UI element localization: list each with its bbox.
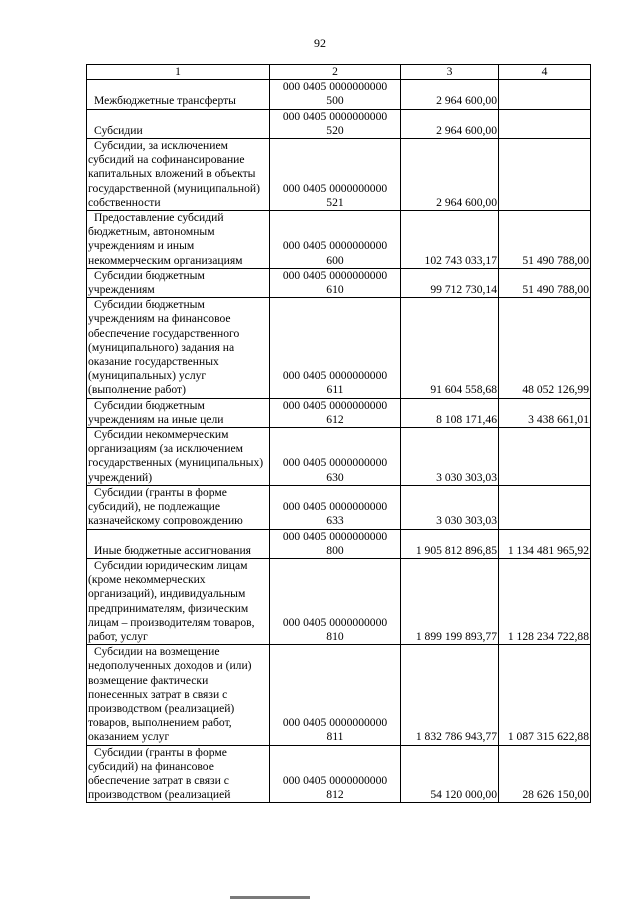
row-code-cell [270,268,401,297]
row-name-cell [87,268,270,297]
row-code-cell [270,558,401,644]
row-amount-col4: 28 626 150,00 [499,745,591,803]
row-amount-col3: 1 832 786 943,77 [401,645,499,745]
row-code-cell [270,298,401,398]
row-code-prefix: 000 0405 0000000000 [282,181,388,195]
row-amount-col3: 2 964 600,00 [401,109,499,138]
row-code-prefix: 000 0405 0000000000 [282,239,388,253]
scan-artifact [230,896,310,899]
row-amount-col3: 1 899 199 893,77 [401,558,499,644]
row-code-prefix: 000 0405 0000000000 [282,109,388,123]
row-amount-col4 [499,109,591,138]
row-code-prefix: 000 0405 0000000000 [282,268,388,282]
row-name: Иные бюджетные ассигнования [94,543,251,557]
row-name-cell [87,428,270,486]
table-row [87,485,591,529]
row-code-cell [270,211,401,269]
table-row [87,529,591,558]
row-code-cell [270,109,401,138]
row-code-suffix: 810 [326,629,344,643]
row-amount-col3: 54 120 000,00 [401,745,499,803]
row-name-cell [87,745,270,803]
row-amount-col4 [499,80,591,109]
table-row [87,109,591,138]
header-col-3: 3 [401,65,499,80]
row-amount-col4: 51 490 788,00 [499,211,591,269]
row-amount-col3: 91 604 558,68 [401,298,499,398]
table-row [87,139,591,211]
row-code-prefix: 000 0405 0000000000 [282,716,388,730]
table-row [87,298,591,398]
row-name: Субсидии юридическим лицам (кроме некоммерческих организаций), индивидуальным предпринимателям, физическим лицам – производителям товаров, работ, услуг [88,558,255,643]
row-amount-col4 [499,428,591,486]
row-code-prefix: 000 0405 0000000000 [282,80,388,94]
row-name: Межбюджетные трансферты [94,94,236,108]
budget-table [86,64,591,803]
row-amount-col3: 3 030 303,03 [401,485,499,529]
row-code-prefix: 000 0405 0000000000 [282,369,388,383]
row-code-suffix: 800 [326,543,344,557]
row-name: Предоставление субсидий бюджетным, автономным учреждениям и иным некоммерческим организациям [88,211,243,267]
row-code-cell [270,428,401,486]
table-row [87,211,591,269]
row-name: Субсидии на возмещение недополученных доходов и (или) возмещение фактически понесенных затрат в связи с производством (реализацией) товаров, выполнением работ, оказанием услуг [88,645,252,744]
row-name: Субсидии (гранты в форме субсидий) на финансовое обеспечение затрат в связи с производством (реализацией [88,745,231,802]
row-code-suffix: 633 [326,514,344,528]
row-code-prefix: 000 0405 0000000000 [282,615,388,629]
row-amount-col4: 48 052 126,99 [499,298,591,398]
row-name-cell [87,109,270,138]
row-code-cell [270,398,401,427]
header-col-4: 4 [499,65,591,80]
row-name: Субсидии бюджетным учреждениям на финансовое обеспечение государственного (муниципального) задания на оказание государственных (муниципальных) услуг (выполнение работ) [88,298,240,397]
table-row [87,745,591,803]
row-code-suffix: 600 [326,253,344,267]
row-name-cell [87,558,270,644]
row-amount-col4: 1 134 481 965,92 [499,529,591,558]
row-amount-col3: 102 743 033,17 [401,211,499,269]
row-code-suffix: 500 [326,94,344,108]
row-name-cell [87,485,270,529]
row-name: Субсидии (гранты в форме субсидий), не подлежащие казначейскому сопровождению [88,485,243,528]
row-amount-col4: 1 087 315 622,88 [499,645,591,745]
table-row [87,558,591,644]
row-code-prefix: 000 0405 0000000000 [282,500,388,514]
row-amount-col3: 2 964 600,00 [401,80,499,109]
row-code-prefix: 000 0405 0000000000 [282,529,388,543]
row-code-suffix: 630 [326,470,344,484]
row-amount-col4: 1 128 234 722,88 [499,558,591,644]
row-amount-col3: 2 964 600,00 [401,139,499,211]
row-name: Субсидии некоммерческим организациям (за исключением государственных (муниципальных) учреждений) [88,428,264,484]
row-amount-col3: 99 712 730,14 [401,268,499,297]
row-code-suffix: 612 [326,412,344,426]
row-amount-col3: 1 905 812 896,85 [401,529,499,558]
row-name: Субсидии, за исключением субсидий на софинансирование капитальных вложений в объекты государственной (муниципальной) собственности [88,139,260,209]
row-code-cell [270,645,401,745]
row-code-cell [270,139,401,211]
row-amount-col3: 3 030 303,03 [401,428,499,486]
row-amount-col4: 51 490 788,00 [499,268,591,297]
row-name: Субсидии бюджетным учреждениям на иные цели [88,398,224,426]
header-col-2: 2 [270,65,401,80]
row-code-prefix: 000 0405 0000000000 [282,398,388,412]
table-header-row [87,65,591,80]
row-code-cell [270,745,401,803]
row-amount-col4 [499,139,591,211]
row-code-prefix: 000 0405 0000000000 [282,456,388,470]
row-name-cell [87,139,270,211]
row-code-suffix: 520 [326,123,344,137]
budget-table-body [87,65,591,803]
table-row [87,428,591,486]
row-name-cell [87,211,270,269]
row-name-cell [87,80,270,109]
row-code-suffix: 521 [326,195,344,209]
row-code-suffix: 610 [326,283,344,297]
row-name-cell [87,298,270,398]
row-name-cell [87,529,270,558]
header-col-1: 1 [87,65,270,80]
row-amount-col4: 3 438 661,01 [499,398,591,427]
row-code-cell [270,80,401,109]
table-row [87,398,591,427]
row-code-cell [270,485,401,529]
row-code-prefix: 000 0405 0000000000 [282,773,388,787]
row-amount-col4 [499,485,591,529]
row-name-cell [87,398,270,427]
row-code-suffix: 811 [326,730,344,744]
row-name-cell [87,645,270,745]
table-row [87,645,591,745]
row-code-suffix: 611 [326,383,344,397]
row-name: Субсидии [94,123,143,137]
row-code-cell [270,529,401,558]
row-amount-col3: 8 108 171,46 [401,398,499,427]
row-name: Субсидии бюджетным учреждениям [88,268,205,297]
table-row [87,268,591,297]
table-row [87,80,591,109]
page-number: 92 [314,36,326,50]
row-code-suffix: 812 [326,788,344,802]
